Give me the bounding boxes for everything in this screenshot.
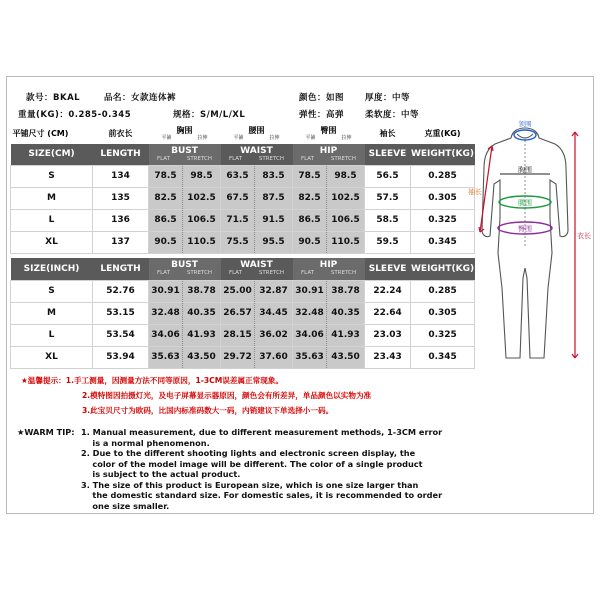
header-length: LENGTH [93, 144, 149, 165]
size-row-xl [11, 346, 475, 368]
bust-measure [500, 165, 550, 174]
size-cell: 23.43 [365, 346, 411, 368]
size-cell: 102.5 [183, 187, 221, 209]
size-row-s [11, 280, 475, 302]
size-cell: 67.5 [221, 187, 255, 209]
header-stretch: STRETCH [330, 270, 357, 277]
size-cell: 52.76 [93, 280, 149, 302]
size-cell: 59.5 [365, 231, 411, 253]
size-cell: 36.02 [255, 324, 293, 346]
warm-tip-line: is subject to the actual product. [81, 469, 241, 479]
size-cell: 57.5 [365, 187, 411, 209]
size-cell: 35.63 [149, 346, 183, 368]
size-cell: 0.345 [411, 346, 475, 368]
size-cell: 41.93 [327, 324, 365, 346]
size-cell: 26.57 [221, 302, 255, 324]
size-cell: 40.35 [183, 302, 221, 324]
header-stretch: STRETCH [186, 155, 213, 162]
size-cell: 98.5 [327, 165, 365, 187]
header-stretch: STRETCH [258, 270, 285, 277]
header-waist [221, 144, 293, 165]
header-weight: WEIGHT(KG) [411, 144, 475, 165]
info-softness: 柔软度：中等 [365, 110, 420, 120]
size-cell: 90.5 [293, 231, 327, 253]
header-sleeve: SLEEVE [365, 258, 411, 280]
size-cell: 0.285 [411, 165, 475, 187]
info-spec: 规格：S/M/L/XL [173, 110, 246, 120]
size-cell: 0.305 [411, 302, 475, 324]
size-table-inch [10, 258, 475, 369]
header-sleeve: SLEEVE [365, 144, 411, 165]
size-cell: 56.5 [365, 165, 411, 187]
size-cell: 34.06 [149, 324, 183, 346]
size-cell: 29.72 [221, 346, 255, 368]
size-cell: 35.63 [293, 346, 327, 368]
tips-chinese [21, 373, 371, 418]
size-cell: 91.5 [255, 209, 293, 231]
size-cell: S [11, 280, 93, 302]
header-length: LENGTH [93, 258, 149, 280]
size-row-m [11, 187, 475, 209]
inch-header-row [11, 258, 475, 280]
header-stretch: STRETCH [186, 270, 213, 277]
size-cell: 71.5 [221, 209, 255, 231]
tips-line-1: 1.手工测量，因测量方法不同等原因，1-3CM误差属正常现象。 [65, 376, 284, 385]
size-cell: 0.325 [411, 209, 475, 231]
size-row-l [11, 324, 475, 346]
size-cell: 136 [93, 209, 149, 231]
size-cell: 86.5 [293, 209, 327, 231]
header-weight: WEIGHT(KG) [411, 258, 475, 280]
warm-tip-body [81, 427, 442, 511]
header-waist-label: WAIST [240, 145, 273, 156]
cn-hip-header [293, 123, 365, 144]
size-cell: 0.325 [411, 324, 475, 346]
size-cell: 43.50 [183, 346, 221, 368]
header-waist [221, 258, 293, 280]
size-cell: 53.15 [93, 302, 149, 324]
info-model: 款号：BKAL [26, 93, 81, 103]
sleeve-measure [468, 146, 493, 232]
header-size: SIZE(INCH) [11, 258, 93, 280]
size-cell: 83.5 [255, 165, 293, 187]
cn-stretch-sub: 拉伸 [269, 134, 280, 141]
neck-label: 领围 [518, 120, 532, 128]
size-cell: 137 [93, 231, 149, 253]
header-flat: FLAT [228, 155, 242, 162]
size-row-m [11, 302, 475, 324]
header-bust-label: BUST [171, 145, 198, 156]
size-cell: 102.5 [327, 187, 365, 209]
size-cell: 0.285 [411, 280, 475, 302]
cm-header-row [11, 144, 475, 165]
size-cell: 38.78 [183, 280, 221, 302]
size-cell: 28.15 [221, 324, 255, 346]
header-flat: FLAT [228, 270, 243, 277]
size-cell: 53.94 [93, 346, 149, 368]
size-cell: 82.5 [149, 187, 183, 209]
size-cell: L [11, 209, 93, 231]
size-cell: 95.5 [255, 231, 293, 253]
warm-tip-line: one size smaller. [81, 500, 170, 511]
header-flat: FLAT [156, 270, 170, 277]
jumpsuit-outline [482, 128, 568, 358]
size-cell: 53.54 [93, 324, 149, 346]
size-row-s [11, 165, 475, 187]
size-cell: XL [11, 346, 93, 368]
hip-label: 臀围 [518, 225, 532, 233]
cn-waist-label: 腰围 [248, 125, 265, 135]
cn-stretch-sub: 拉伸 [197, 134, 208, 141]
size-cell: 38.78 [327, 280, 365, 302]
warm-tip-line: the domestic standard size. For domestic sales, it is recommended to order [81, 490, 443, 500]
size-cell: 86.5 [149, 209, 183, 231]
cn-weight-label: 克重(KG) [424, 129, 461, 138]
tips-prefix: ★温馨提示： [21, 376, 66, 385]
size-cell: 78.5 [293, 165, 327, 187]
size-table-cm [10, 123, 475, 254]
header-hip [293, 258, 365, 280]
size-cell: 87.5 [255, 187, 293, 209]
size-cell: 63.5 [221, 165, 255, 187]
size-cell: 32.48 [293, 302, 327, 324]
size-cell: 25.00 [221, 280, 255, 302]
warm-tip-label: ★WARM TIP: [17, 427, 75, 437]
header-hip [293, 144, 365, 165]
size-cell: 110.5 [327, 231, 365, 253]
cn-flat-size-label: 平铺尺寸 (CM) [12, 129, 69, 138]
warm-tip-line: is a normal phenomenon. [81, 437, 210, 448]
tips-line-3: 3.此宝贝尺寸为欧码，比国内标准码数大一码，内销建议下单选择小一码。 [82, 406, 334, 415]
size-cell: 43.50 [327, 346, 365, 368]
header-hip-label: HIP [319, 260, 338, 271]
header-stretch: STRETCH [330, 155, 357, 162]
size-cell: L [11, 324, 93, 346]
info-thickness: 厚度：中等 [365, 93, 411, 103]
sleeve-label: 袖长 [468, 188, 482, 196]
size-cell: M [11, 187, 93, 209]
size-cell: 41.93 [183, 324, 221, 346]
cm-chinese-header-row [11, 123, 475, 144]
size-cell: 23.03 [365, 324, 411, 346]
header-waist-label: WAIST [240, 260, 273, 271]
size-row-xl [11, 231, 475, 253]
size-cell: 0.305 [411, 187, 475, 209]
size-cell: 98.5 [183, 165, 221, 187]
size-cell: 106.5 [183, 209, 221, 231]
header-stretch: STRETCH [258, 155, 285, 162]
size-cell: 37.60 [255, 346, 293, 368]
size-row-l [11, 209, 475, 231]
size-cell: 34.06 [293, 324, 327, 346]
size-cell: 58.5 [365, 209, 411, 231]
info-name: 品名：女款连体裤 [104, 93, 177, 103]
header-size: SIZE(CM) [11, 144, 93, 165]
header-bust [149, 144, 221, 165]
size-cell: XL [11, 231, 93, 253]
size-cell: 75.5 [221, 231, 255, 253]
cn-stretch-sub: 拉伸 [341, 134, 352, 141]
size-cell: 30.91 [149, 280, 183, 302]
cn-hip-label: 臀围 [320, 125, 337, 135]
jumpsuit-figure [462, 118, 591, 370]
length-label: 衣长 [577, 232, 591, 240]
size-cell: 22.64 [365, 302, 411, 324]
size-cell: 0.345 [411, 231, 475, 253]
hip-measure [498, 222, 552, 234]
waist-label: 腰围 [518, 199, 532, 207]
cn-flat-sub: 平铺 [305, 134, 316, 141]
warm-tip-line: 3. The size of this product is European size, which is one size larger than [81, 479, 419, 490]
cn-waist-header [221, 123, 293, 144]
info-elasticity: 弹性：高弹 [299, 110, 345, 120]
info-weight: 重量(KG)：0.285-0.345 [18, 110, 132, 120]
cn-flat-sub: 平铺 [161, 134, 172, 141]
header-flat: FLAT [156, 155, 170, 162]
size-cell: 90.5 [149, 231, 183, 253]
size-cell: 32.87 [255, 280, 293, 302]
size-cell: 40.35 [327, 302, 365, 324]
size-cell: 82.5 [293, 187, 327, 209]
tips-line-2: 2.模特图因拍摄灯光，及电子屏幕显示器原因，颜色会有所差异，单品颜色以实物为准 [82, 391, 372, 400]
bust-label: 胸围 [518, 166, 532, 174]
size-cell: 106.5 [327, 209, 365, 231]
cn-front-length-label: 前衣长 [108, 129, 133, 138]
cn-bust-header [149, 123, 221, 144]
size-cell: 30.91 [293, 280, 327, 302]
size-cell: 134 [93, 165, 149, 187]
size-cell: 110.5 [183, 231, 221, 253]
size-cell: S [11, 165, 93, 187]
info-color: 颜色：如图 [299, 93, 345, 103]
warm-tip-line: color of the model image will be different. The color of a single product [81, 458, 423, 469]
header-bust-label: BUST [171, 260, 198, 271]
cn-bust-label: 胸围 [176, 125, 193, 135]
header-bust [149, 258, 221, 280]
cn-sleeve-label: 袖长 [379, 129, 396, 138]
size-cell: 22.24 [365, 280, 411, 302]
size-cell: 32.48 [149, 302, 183, 324]
size-cell: 135 [93, 187, 149, 209]
header-flat: FLAT [300, 270, 315, 277]
warm-tip-line: 1. Manual measurement, due to different measurement methods, 1-3CM error [81, 427, 443, 437]
size-cell: 78.5 [149, 165, 183, 187]
header-flat: FLAT [300, 155, 314, 162]
cn-flat-sub: 平铺 [233, 134, 244, 141]
header-hip-label: HIP [319, 145, 338, 156]
size-cell: 34.45 [255, 302, 293, 324]
size-cell: M [11, 302, 93, 324]
warm-tip-line: 2. Due to the different shooting lights and electronic screen display, the [81, 448, 416, 458]
